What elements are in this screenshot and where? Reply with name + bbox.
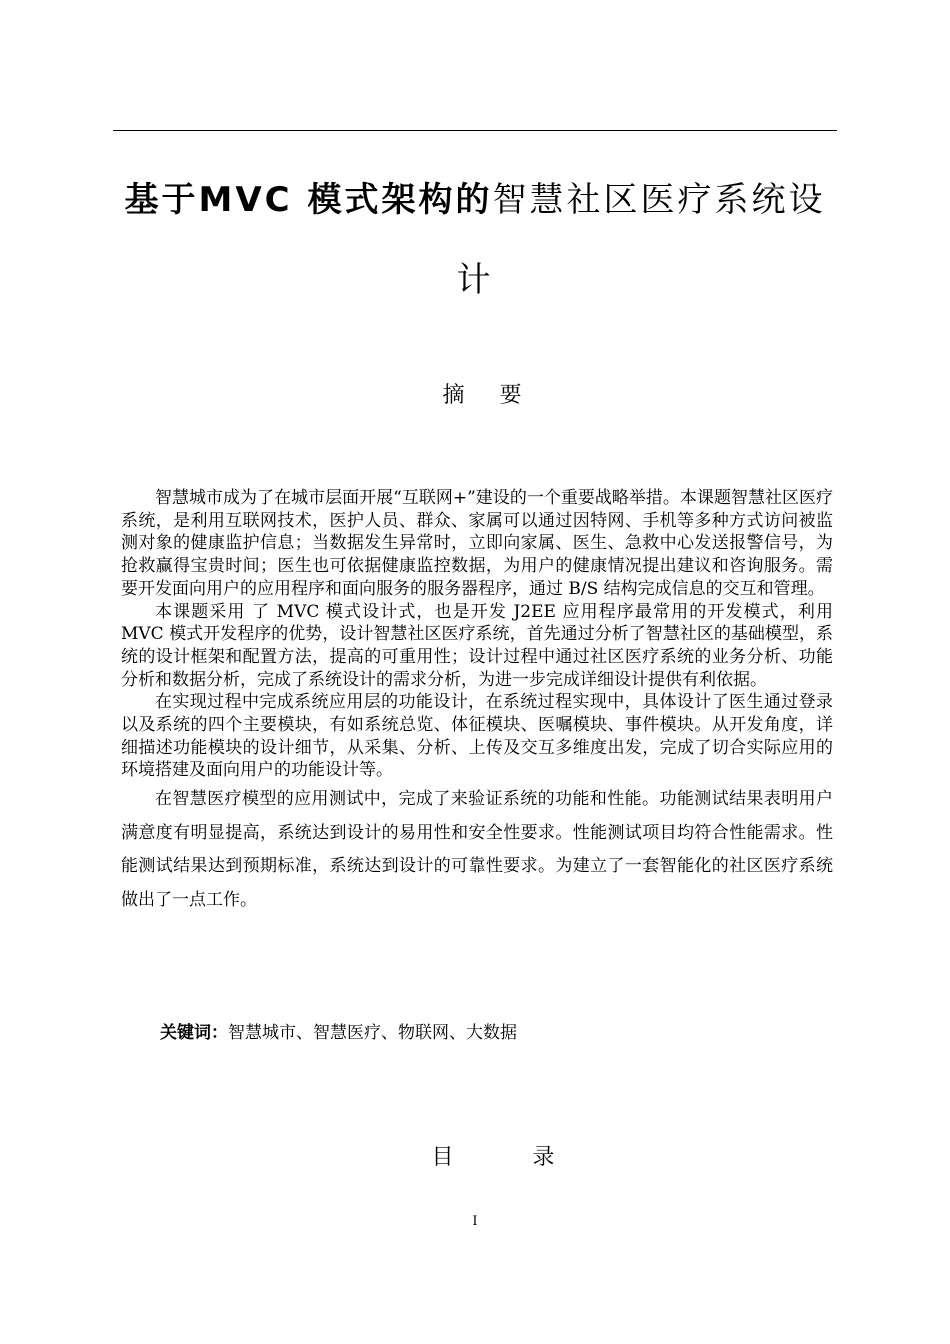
document-title-line2: 计 — [456, 260, 494, 300]
document-title — [113, 172, 837, 221]
abstract-body — [121, 487, 833, 917]
toc-heading: 目 录 — [431, 1145, 591, 1170]
abstract-paragraph-2: 本课题采用 了 MVC 模式设计式，也是开发 J2EE 应用程序最常用的开发模式，利用 MVC 模式开发程序的优势，设计智慧社区医疗系统，首先通过分析了智慧社区的基础模型，系统的设计框架和配置方法，提高的可重用性；设计过程中通过社区医疗系统的业务分析、功能分析和数据分析，完成了系统设计的需求分析，为进一步完成详细设计提供有利依据。 — [121, 601, 833, 690]
abstract-paragraph-1: 智慧城市成为了在城市层面开展“互联网+”建设的一个重要战略举措。本课题智慧社区医疗系统，是利用互联网技术，医护人员、群众、家属可以通过因特网、手机等多种方式访问被监测对象的健康监护信息；当数据发生异常时，立即向家属、医生、急救中心发送报警信号，为抢救赢得宝贵时间；医生也可依据健康监控数据，为用户的健康情况提出建议和咨询服务。需要开发面向用户的应用程序和面向服务的服务器程序，通过 B/S 结构完成信息的交互和管理。 — [121, 488, 833, 599]
title-bold-part: 基于MVC 模式架构的 — [124, 180, 493, 220]
page-number: I — [472, 1214, 478, 1229]
abstract-paragraph-4: 在智慧医疗模型的应用测试中，完成了来验证系统的功能和性能。功能测试结果表明用户满意度有明显提高，系统达到设计的易用性和安全性要求。性能测试项目均符合性能需求。性能测试结果达到预期标准，系统达到设计的可靠性要求。为建立了一套智能化的社区医疗系统做出了一点工作。 — [121, 789, 833, 910]
keywords-line — [160, 1018, 517, 1043]
abstract-heading: 摘 要 — [442, 383, 536, 408]
keywords-value: 智慧城市、智慧医疗、物联网、大数据 — [228, 1023, 517, 1043]
abstract-paragraph-3: 在实现过程中完成系统应用层的功能设计，在系统过程实现中，具体设计了医生通过登录以及系统的四个主要模块，有如系统总览、体征模块、医嘱模块、事件模块。从开发角度，详细描述功能模块的设计细节，从采集、分析、上传及交互多维度出发，完成了切合实际应用的环境搭建及面向用户的功能设计等。 — [121, 692, 833, 781]
header-rule — [113, 130, 837, 131]
keywords-label: 关键词： — [160, 1023, 228, 1043]
title-rest-part: 智慧社区医疗系统设 — [492, 180, 826, 220]
